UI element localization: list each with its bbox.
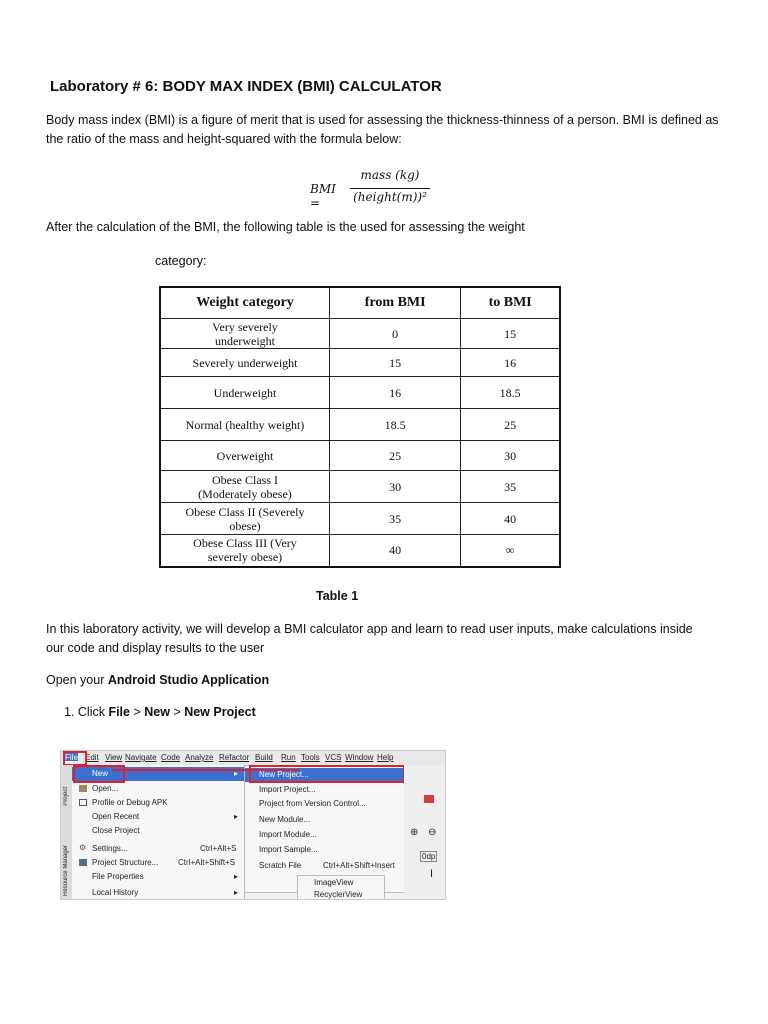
after-formula-text: After the calculation of the BMI, the following table is the used for assessing the weight (46, 220, 525, 234)
menu-vcs[interactable]: VCS (325, 753, 342, 762)
menu-run[interactable]: Run (281, 753, 296, 762)
scratch-file-shortcut: Ctrl+Alt+Shift+Insert (323, 861, 395, 870)
menu-navigate[interactable]: Navigate (125, 753, 157, 762)
weight-category-cell (160, 503, 330, 535)
chevron-right-icon: ▸ (233, 769, 238, 778)
menu-code[interactable]: Code (161, 753, 181, 762)
activity-line-1: In this laboratory activity, we will develop a BMI calculator app and learn to read user inputs, make calculations inside (46, 622, 693, 636)
to-bmi-cell: 18.5 (461, 377, 560, 409)
category-text: category: (155, 254, 207, 268)
weight-category-cell (160, 319, 330, 349)
header-weight-category: Weight category (160, 287, 330, 319)
chevron-right-icon: ▸ (233, 812, 238, 821)
side-tab-project[interactable]: Project (63, 787, 69, 806)
open-app-name: Android Studio Application (107, 673, 270, 687)
step-1-number: 1. Click (64, 705, 109, 719)
file-menu-file-properties[interactable] (72, 870, 244, 884)
android-studio-screenshot (60, 750, 446, 900)
project-from-vcs-item[interactable] (245, 797, 405, 811)
to-bmi-cell: 35 (461, 471, 560, 503)
step-separator-1: > (130, 705, 145, 719)
open-app-instruction (46, 671, 269, 690)
formula-denominator: (height(m))² (353, 190, 427, 204)
menu-refactor[interactable]: Refactor (219, 753, 250, 762)
ide-side-tabs (61, 765, 72, 899)
file-menu-open-recent-label: Open Recent (92, 812, 140, 821)
file-menu-close-project[interactable] (72, 824, 244, 838)
step-new: New (144, 705, 170, 719)
to-bmi-cell: 40 (461, 503, 560, 535)
menu-edit[interactable]: Edit (85, 753, 99, 762)
apk-icon (79, 799, 87, 806)
file-menu (72, 765, 245, 899)
intro-paragraph (46, 111, 736, 149)
file-menu-open-label: Open... (92, 784, 119, 793)
folder-icon (79, 785, 87, 792)
import-project-item[interactable] (245, 783, 405, 797)
file-menu-close-project-label: Close Project (92, 826, 140, 835)
to-bmi-cell: 25 (461, 409, 560, 441)
activity-paragraph (46, 620, 736, 658)
palette-imageview[interactable]: ImageView (314, 878, 354, 887)
fraction-bar (350, 188, 430, 189)
menu-build[interactable]: Build (255, 753, 273, 762)
import-project-label: Import Project... (259, 785, 316, 794)
bmi-table (159, 286, 561, 568)
table-row (160, 409, 560, 441)
header-from-bmi: from BMI (330, 287, 461, 319)
project-structure-icon (79, 859, 87, 866)
from-bmi-cell: 25 (330, 441, 461, 471)
weight-category-cell (160, 349, 330, 377)
menu-tools[interactable]: Tools (301, 753, 320, 762)
category-line: Obese Class III (Very (193, 536, 297, 551)
intro-line-1: Body mass index (BMI) is a figure of merit that is used for assessing the thickness-thinness of a person. BMI is defined as (46, 113, 719, 127)
dp-field[interactable]: 0dp (422, 852, 436, 861)
weight-category-cell (160, 377, 330, 409)
category-line: Severely underweight (192, 355, 298, 370)
file-menu-profile-apk[interactable] (72, 796, 244, 810)
palette-recyclerview[interactable]: RecyclerView (314, 890, 363, 899)
table-row (160, 441, 560, 471)
table-row (160, 349, 560, 377)
table-row (160, 319, 560, 349)
text-cursor-icon[interactable]: I (430, 868, 434, 880)
intro-line-2: the ratio of the mass and height-squared with the formula below: (46, 132, 402, 146)
to-bmi-cell: 30 (461, 441, 560, 471)
step-separator-2: > (169, 705, 185, 719)
file-menu-highlight-box (63, 751, 87, 766)
from-bmi-cell: 16 (330, 377, 461, 409)
new-module-label: New Module... (259, 815, 311, 824)
chevron-right-icon: ▸ (233, 872, 238, 881)
toolbar-palette-icon[interactable] (424, 795, 434, 803)
from-bmi-cell: 30 (330, 471, 461, 503)
open-app-prefix: Open your (46, 673, 108, 687)
from-bmi-cell: 0 (330, 319, 461, 349)
category-line: Underweight (213, 385, 277, 400)
category-line: Very severely (212, 319, 278, 334)
from-bmi-cell: 35 (330, 503, 461, 535)
weight-category-cell (160, 441, 330, 471)
import-module-item[interactable] (245, 828, 405, 842)
scratch-file-item[interactable] (245, 859, 405, 873)
formula-numerator: mass (kg) (360, 168, 420, 182)
connector-line (113, 769, 299, 771)
to-bmi-cell: 16 (461, 349, 560, 377)
zoom-icon[interactable]: ⊕ (410, 827, 419, 838)
weight-category-cell (160, 471, 330, 503)
file-menu-file-properties-label: File Properties (92, 872, 144, 881)
step-1 (64, 703, 256, 722)
step-file: File (108, 705, 130, 719)
page-title: Laboratory # 6: BODY MAX INDEX (BMI) CALCULATOR (50, 78, 442, 95)
from-bmi-cell: 15 (330, 349, 461, 377)
table-row (160, 471, 560, 503)
ide-right-toolbar (404, 765, 445, 899)
table-row (160, 535, 560, 567)
new-project-highlight-box (249, 765, 405, 783)
file-menu-project-structure-label: Project Structure... (92, 858, 159, 867)
file-menu-new-label: New (92, 769, 109, 778)
category-line: (Moderately obese) (198, 486, 292, 501)
file-menu-local-history-label: Local History (92, 888, 139, 897)
category-line: Obese Class I (212, 472, 278, 487)
category-line: Obese Class II (Severely (185, 504, 305, 519)
chevron-right-icon: ▸ (233, 888, 238, 897)
file-menu-open[interactable] (72, 782, 244, 796)
settings-shortcut: Ctrl+Alt+S (200, 844, 237, 853)
menu-help[interactable]: Help (377, 753, 394, 762)
to-bmi-cell: ∞ (461, 535, 560, 567)
category-line: severely obese) (207, 550, 283, 565)
table-caption: Table 1 (316, 589, 359, 603)
zoom-out-icon[interactable]: ⊖ (428, 827, 437, 838)
category-line: underweight (215, 333, 275, 348)
menu-window[interactable]: Window (345, 753, 374, 762)
step-new-project: New Project (184, 705, 256, 719)
new-submenu (244, 765, 406, 893)
file-menu-settings[interactable] (72, 842, 244, 856)
new-item-highlight-box (73, 765, 125, 783)
wrench-icon: ⚙ (79, 843, 87, 852)
side-tab-resource-manager[interactable]: Resource Manager (63, 845, 69, 897)
table-row (160, 503, 560, 535)
from-bmi-cell: 18.5 (330, 409, 461, 441)
new-module-item[interactable] (245, 813, 405, 827)
category-line: obese) (229, 518, 261, 533)
file-menu-settings-label: Settings... (92, 844, 128, 853)
category-line: Normal (healthy weight) (185, 417, 305, 432)
menu-view[interactable]: View (105, 753, 123, 762)
import-sample-label: Import Sample... (259, 845, 318, 854)
scratch-file-label: Scratch File (259, 861, 302, 870)
palette-list (297, 875, 385, 900)
to-bmi-cell: 15 (461, 319, 560, 349)
menu-file[interactable]: File (65, 753, 78, 762)
header-to-bmi: to BMI (461, 287, 560, 319)
project-structure-shortcut: Ctrl+Alt+Shift+S (178, 858, 236, 867)
file-menu-local-history[interactable] (72, 886, 244, 900)
ide-menubar (61, 751, 445, 765)
activity-line-2: our code and display results to the user (46, 641, 265, 655)
import-module-label: Import Module... (259, 830, 317, 839)
menu-analyze[interactable]: Analyze (185, 753, 214, 762)
file-menu-project-structure[interactable] (72, 856, 244, 870)
table-row (160, 377, 560, 409)
project-from-vcs-label: Project from Version Control... (259, 799, 366, 808)
weight-category-cell (160, 409, 330, 441)
formula-lhs: BMI = (310, 182, 336, 210)
from-bmi-cell: 40 (330, 535, 461, 567)
file-menu-profile-apk-label: Profile or Debug APK (92, 798, 168, 807)
new-project-label: New Project... (259, 770, 309, 779)
table-header-row (160, 287, 560, 319)
weight-category-cell (160, 535, 330, 567)
category-line: Overweight (216, 448, 274, 463)
import-sample-item[interactable] (245, 843, 405, 857)
file-menu-open-recent[interactable] (72, 810, 244, 824)
